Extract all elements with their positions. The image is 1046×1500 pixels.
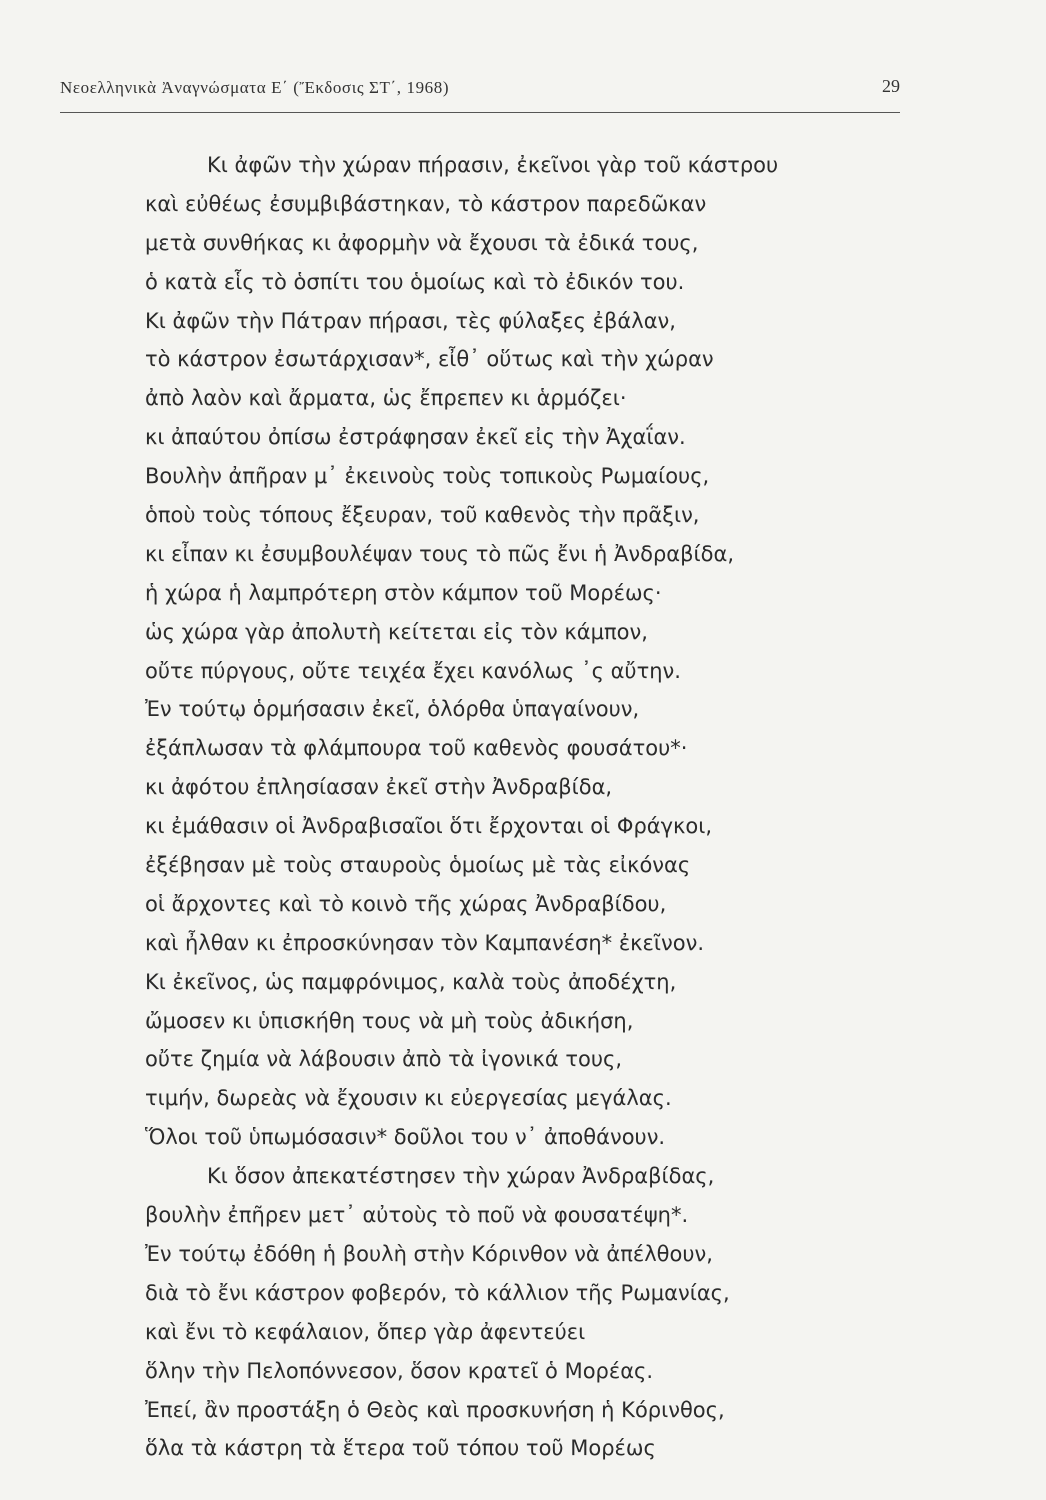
verse-line: Βουλὴν ἀπῆραν μ᾿ ἐκεινοὺς τοὺς τοπικοὺς Ρωμαίους, xyxy=(145,464,710,489)
verse-line: οὔτε πύργους, οὔτε τειχέα ἔχει κανόλως ᾿ς αὔτην. xyxy=(145,658,681,683)
verse-line: κι ἀπαύτου ὀπίσω ἐστράφησαν ἐκεῖ εἰς τὴν Ἀχαΐαν. xyxy=(145,425,686,450)
verse-line: κι ἀφότου ἐπλησίασαν ἐκεῖ στὴν Ἀνδραβίδα, xyxy=(145,775,613,800)
verse-line: διὰ τὸ ἔνι κάστρον φοβερόν, τὸ κάλλιον τῆς Ρωμανίας, xyxy=(145,1280,730,1305)
verse-line: Ἐν τούτῳ ὁρμήσασιν ἐκεῖ, ὁλόρθα ὑπαγαίνουν, xyxy=(145,697,640,722)
verse-line: κι εἶπαν κι ἐσυμβουλέψαν τους τὸ πῶς ἔνι ἡ Ἀνδραβίδα, xyxy=(145,541,734,566)
verse-line: ὅλα τὰ κάστρη τὰ ἕτερα τοῦ τόπου τοῦ Μορέως xyxy=(145,1436,656,1461)
verse-line: ὤμοσεν κι ὑπισκήθη τους νὰ μὴ τοὺς ἀδικήση, xyxy=(145,1008,634,1033)
page-header xyxy=(60,78,900,106)
verse-line: Κι ἐκεῖνος, ὡς παμφρόνιμος, καλὰ τοὺς ἀποδέχτη, xyxy=(145,969,677,994)
header-rule xyxy=(60,112,900,113)
page-number: 29 xyxy=(882,76,900,96)
verse-line: μετὰ συνθήκας κι ἀφορμὴν νὰ ἔχουσι τὰ ἐδικά τους, xyxy=(145,230,699,255)
verse-line: Κι ὅσον ἀπεκατέστησεν τὴν χώραν Ἀνδραβίδας, xyxy=(207,1164,715,1189)
verse-line: Ἐν τούτῳ ἐδόθη ἡ βουλὴ στὴν Κόρινθον νὰ ἀπέλθουν, xyxy=(145,1241,713,1266)
verse-line: τὸ κάστρον ἐσωτάρχισαν*, εἶθ᾿ οὕτως καὶ τὴν χώραν xyxy=(145,347,714,372)
verse-line: κι ἐμάθασιν οἱ Ἀνδραβισαῖοι ὅτι ἔρχονται οἱ Φράγκοι, xyxy=(145,814,713,839)
verse-line: οὔτε ζημία νὰ λάβουσιν ἀπὸ τὰ ἰγονικά τους, xyxy=(145,1047,623,1072)
poem-text xyxy=(145,146,885,1468)
verse-line: Κι ἀφῶν τὴν χώραν πήρασιν, ἐκεῖνοι γὰρ τοῦ κάστρου xyxy=(207,153,779,177)
verse-line: Κι ἀφῶν τὴν Πάτραν πήρασι, τὲς φύλαξες ἐβάλαν, xyxy=(145,308,676,333)
verse-line: ὡς χώρα γὰρ ἀπολυτὴ κείτεται εἰς τὸν κάμπον, xyxy=(145,619,648,644)
verse-line: ὁποὺ τοὺς τόπους ἔξευραν, τοῦ καθενὸς τὴν πρᾶξιν, xyxy=(145,503,700,528)
verse-line: ἡ χώρα ἡ λαμπρότερη στὸν κάμπον τοῦ Μορέως· xyxy=(145,580,662,605)
verse-line: καὶ εὐθέως ἐσυμβιβάστηκαν, τὸ κάστρον παρεδῶκαν xyxy=(145,191,707,216)
verse-line: ἐξέβησαν μὲ τοὺς σταυροὺς ὁμοίως μὲ τὰς εἰκόνας xyxy=(145,853,691,878)
verse-line: ὅλην τὴν Πελοπόννεσον, ὅσον κρατεῖ ὁ Μορέας. xyxy=(145,1358,654,1383)
verse-line: οἱ ἄρχοντες καὶ τὸ κοινὸ τῆς χώρας Ἀνδραβίδου, xyxy=(145,891,667,916)
verse-line: ἐξάπλωσαν τὰ φλάμπουρα τοῦ καθενὸς φουσάτου*· xyxy=(145,736,688,761)
verse-line: καὶ ἔνι τὸ κεφάλαιον, ὅπερ γὰρ ἀφεντεύει xyxy=(145,1319,586,1344)
verse-line: ὁ κατὰ εἷς τὸ ὁσπίτι του ὁμοίως καὶ τὸ ἐδικόν του. xyxy=(145,269,685,294)
verse-line: βουλὴν ἐπῆρεν μετ᾿ αὐτοὺς τὸ ποῦ νὰ φουσατέψη*. xyxy=(145,1203,689,1228)
verse-line: καὶ ἦλθαν κι ἐπροσκύνησαν τὸν Καμπανέση* ἐκεῖνον. xyxy=(145,930,705,955)
verse-line: Ἐπεί, ἂν προστάξη ὁ Θεὸς καὶ προσκυνήση ἡ Κόρινθος, xyxy=(145,1397,725,1422)
verse-line: Ὅλοι τοῦ ὑπωμόσασιν* δοῦλοι του ν᾿ ἀποθάνουν. xyxy=(145,1125,666,1150)
verse-line: ἀπὸ λαὸν καὶ ἄρματα, ὡς ἔπρεπεν κι ἁρμόζει· xyxy=(145,386,627,411)
running-title: Νεοελληνικὰ Ἀναγνώσματα Ε΄ (Ἔκδοσις ΣΤ΄, 1968) xyxy=(60,78,450,97)
verse-line: τιμήν, δωρεὰς νὰ ἔχουσιν κι εὐεργεσίας μεγάλας. xyxy=(145,1086,672,1111)
